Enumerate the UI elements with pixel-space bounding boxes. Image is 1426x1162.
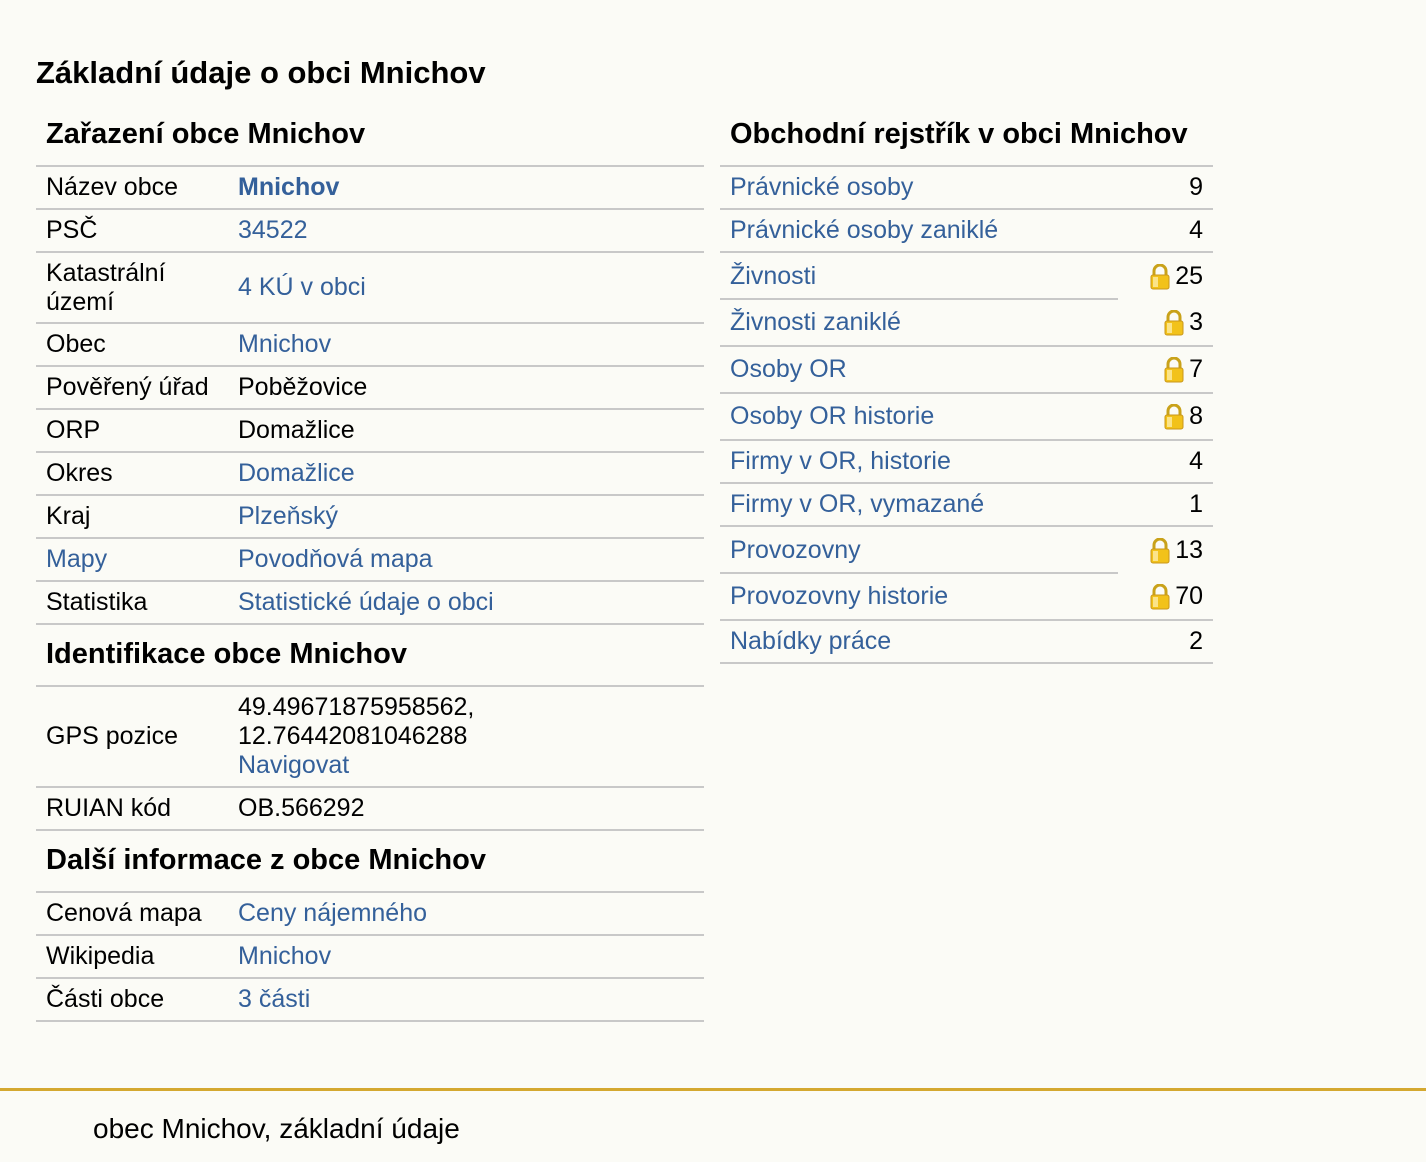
obec-link[interactable]: Mnichov: [238, 330, 332, 358]
row-label: Části obce: [46, 985, 165, 1013]
rejstrik-link[interactable]: Provozovny: [730, 536, 861, 564]
padlock-icon: [1149, 264, 1171, 290]
footer-text: obec Mnichov, základní údaje: [93, 1113, 460, 1144]
row-label: Kraj: [46, 502, 91, 530]
municipality-parts-link[interactable]: 3 části: [238, 985, 311, 1013]
row-label: Okres: [46, 459, 113, 487]
row-label: Statistika: [46, 588, 148, 616]
cadastral-areas-link[interactable]: 4 KÚ v obci: [238, 273, 366, 301]
row-label: Název obce: [46, 173, 179, 201]
rejstrik-link[interactable]: Živnosti: [730, 262, 817, 290]
padlock-icon: [1163, 310, 1185, 336]
rejstrik-count: 13: [1175, 536, 1203, 564]
gps-longitude: 12.76442081046288: [238, 722, 468, 750]
row-label: Wikipedia: [46, 942, 155, 970]
row-orp: [36, 410, 704, 453]
rejstrik-row: [720, 394, 1213, 441]
gps-value: [238, 693, 704, 780]
row-povereny-urad: [36, 367, 704, 410]
rejstrik-row: [720, 347, 1213, 394]
row-gps: [36, 687, 704, 788]
rejstrik-count-wrap: [1163, 308, 1203, 337]
zarazeni-title: Zařazení obce Mnichov: [36, 112, 704, 167]
rejstrik-count-wrap: [1189, 627, 1203, 656]
rejstrik-row: [720, 527, 1213, 574]
rejstrik-row: [720, 253, 1213, 300]
row-wikipedia: [36, 936, 704, 979]
row-katastralni-uzemi: [36, 253, 704, 324]
row-nazev-obce: [36, 167, 704, 210]
row-kraj: [36, 496, 704, 539]
padlock-icon: [1163, 357, 1185, 383]
rejstrik-count-wrap: [1189, 490, 1203, 519]
row-label: Pověřený úřad: [46, 373, 209, 401]
row-psc: [36, 210, 704, 253]
ruian-value: OB.566292: [238, 794, 365, 822]
psc-link[interactable]: 34522: [238, 216, 308, 244]
row-obec: [36, 324, 704, 367]
rejstrik-count-wrap: [1189, 216, 1203, 245]
rejstrik-list: [720, 167, 1213, 664]
rejstrik-link[interactable]: Osoby OR: [730, 355, 847, 383]
municipality-name-link[interactable]: Mnichov: [238, 173, 340, 201]
rejstrik-count-wrap: [1163, 402, 1203, 431]
rejstrik-count: 9: [1189, 173, 1203, 201]
rejstrik-count-wrap: [1189, 173, 1203, 202]
rejstrik-count-wrap: [1189, 447, 1203, 476]
rejstrik-title: Obchodní rejstřík v obci Mnichov: [720, 112, 1213, 167]
kraj-link[interactable]: Plzeňský: [238, 502, 339, 530]
row-label: PSČ: [46, 216, 98, 244]
rejstrik-count-wrap: [1149, 262, 1203, 291]
navigate-link[interactable]: Navigovat: [238, 751, 350, 779]
rejstrik-count: 4: [1189, 216, 1203, 244]
rejstrik-count: 7: [1189, 355, 1203, 383]
wikipedia-link[interactable]: Mnichov: [238, 942, 332, 970]
rejstrik-link[interactable]: Provozovny historie: [730, 582, 949, 610]
row-label: Obec: [46, 330, 106, 358]
rejstrik-count: 2: [1189, 627, 1203, 655]
identifikace-title: Identifikace obce Mnichov: [36, 625, 704, 687]
rejstrik-count-wrap: [1149, 582, 1203, 611]
rejstrik-count-wrap: [1149, 536, 1203, 565]
rejstrik-link[interactable]: Právnické osoby zaniklé: [730, 216, 999, 244]
dalsi-info-title: Další informace z obce Mnichov: [36, 831, 704, 893]
rejstrik-count-wrap: [1163, 355, 1203, 384]
rent-prices-link[interactable]: Ceny nájemného: [238, 899, 428, 927]
footer-divider: [0, 1088, 1426, 1091]
rejstrik-count: 8: [1189, 402, 1203, 430]
row-cenova-mapa: [36, 893, 704, 936]
row-label: GPS pozice: [46, 722, 179, 750]
statistics-link[interactable]: Statistické údaje o obci: [238, 588, 494, 616]
rejstrik-row: [720, 574, 1213, 621]
rejstrik-row: [720, 167, 1213, 210]
rejstrik-row: [720, 621, 1213, 664]
row-mapy: [36, 539, 704, 582]
rejstrik-link[interactable]: Firmy v OR, vymazané: [730, 490, 985, 518]
rejstrik-count: 4: [1189, 447, 1203, 475]
orp-value: Domažlice: [238, 416, 355, 444]
rejstrik-row: [720, 300, 1213, 347]
rejstrik-count: 70: [1175, 582, 1203, 610]
left-column: [36, 112, 704, 1022]
rejstrik-link[interactable]: Právnické osoby: [730, 173, 914, 201]
row-label: RUIAN kód: [46, 794, 172, 822]
rejstrik-link[interactable]: Firmy v OR, historie: [730, 447, 951, 475]
okres-link[interactable]: Domažlice: [238, 459, 355, 487]
gps-latitude: 49.49671875958562,: [238, 693, 475, 721]
padlock-icon: [1149, 538, 1171, 564]
rejstrik-link[interactable]: Živnosti zaniklé: [730, 308, 901, 336]
rejstrik-row: [720, 210, 1213, 253]
rejstrik-row: [720, 484, 1213, 527]
rejstrik-count: 1: [1189, 490, 1203, 518]
povereny-urad-value: Poběžovice: [238, 373, 368, 401]
flood-map-link[interactable]: Povodňová mapa: [238, 545, 433, 573]
row-okres: [36, 453, 704, 496]
row-label: ORP: [46, 416, 101, 444]
row-label: Cenová mapa: [46, 899, 202, 927]
rejstrik-count: 3: [1189, 308, 1203, 336]
right-column: [720, 112, 1213, 664]
row-label: Katastrální území: [46, 258, 166, 316]
rejstrik-count: 25: [1175, 262, 1203, 290]
padlock-icon: [1149, 584, 1171, 610]
rejstrik-row: [720, 441, 1213, 484]
mapy-link[interactable]: Mapy: [46, 545, 108, 573]
rejstrik-link[interactable]: Nabídky práce: [730, 627, 892, 655]
row-statistika: [36, 582, 704, 625]
row-casti-obce: [36, 979, 704, 1022]
page-title: Základní údaje o obci Mnichov: [36, 55, 486, 90]
rejstrik-link[interactable]: Osoby OR historie: [730, 402, 935, 430]
padlock-icon: [1163, 404, 1185, 430]
row-ruian: [36, 788, 704, 831]
